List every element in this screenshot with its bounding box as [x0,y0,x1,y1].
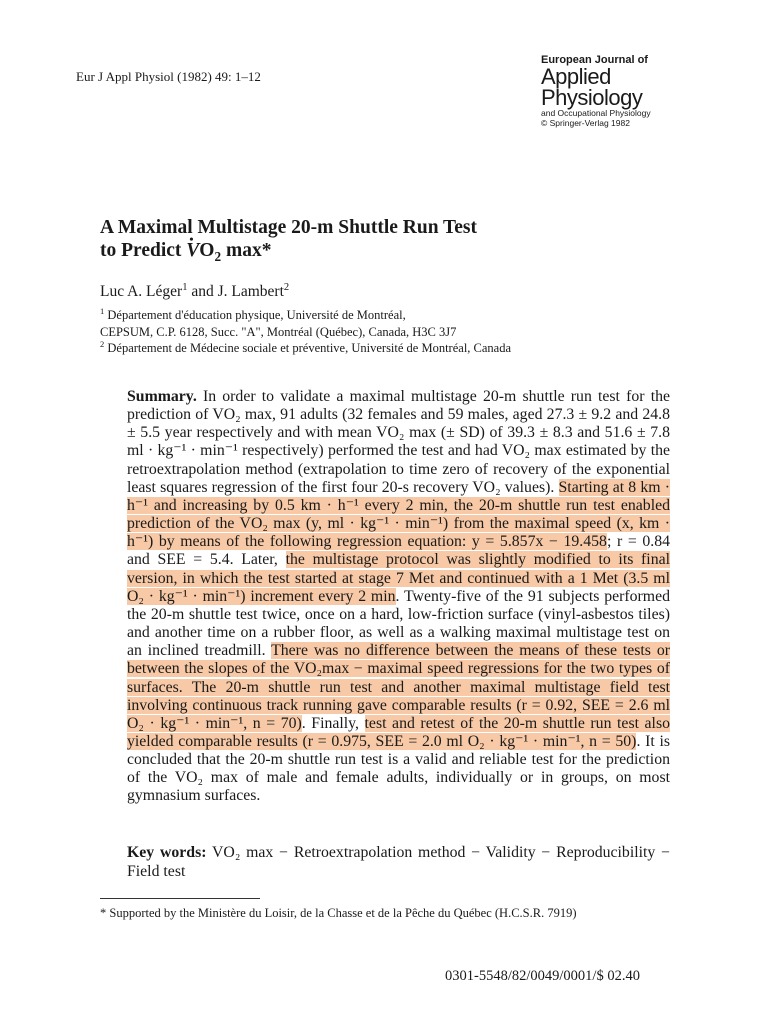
highlight-1: Starting at 8 km · h⁻¹ and increasing by 0.5 km · h⁻¹ every 2 min, the 20-m shuttle run test enabled prediction of the VO₂ max (y, ml · kg⁻¹ · min⁻¹) from the maximal speed (x, km · h⁻¹) by means of the following regression equation: y = 5.857x − 19.458 [127,478,670,551]
title-line1: A Maximal Multistage 20-m Shuttle Run Test [100,217,478,238]
vo2-symbol: VO₂ [501,442,531,460]
vo2-symbol: VO₂ [212,406,241,424]
affiliation-1-address: CEPSUM, C.P. 6128, Succ. "A", Montréal (Québec), Canada, H3C 3J7 [100,324,457,339]
summary-label: Summary. [127,388,197,405]
affiliation-2: $^2$ Département de Médecine sociale et préventive, Université de Montréal, Canada [100,338,512,355]
vo2-symbol: VO₂ [472,478,501,496]
abstract: Summary. In order to validate a maximal multistage 20-m shuttle run test for the prediction of VO₂ max, 91 adults (32 females and 59 males, aged 27.3 ± 9.2 and 24.8 ± 5.5 year respectively and with mean VO₂ max (± SD) of 39.3 ± 8.3 and 51.6 ± 7.8 ml · kg⁻¹ · min⁻¹ respectively) performed the test and had VO₂ max estimated by the retroextrapolation method (extrapolation to time zero of recovery of the exponential least squares regression of the first four 20-s recovery VO₂ values). Starting at 8 km · h⁻¹ and increasing by 0.5 km · h⁻¹ every 2 min, the 20-m shuttle run test enabled prediction of the VO₂ max (y, ml · kg⁻¹ · min⁻¹) from the maximal speed (x, km · h⁻¹) by means of the following regression equation: y = 5.857x − 19.458; r = 0.84 and SEE = 5.4. Later, the multistage protocol was slightly modified to its final version, in which the test started at stage 7 Met and continued with a 1 Met (3.5 ml O₂ · kg⁻¹ · min⁻¹) increment every 2 min. Twenty-five of the 91 subjects performed the 20-m shuttle test twice, once on a hard, low-friction surface (vinyl-asbestos tiles) and another time on a rubber floor, as well as a walking maximal multistage test on an inclined treadmill. There was no difference between the means of these tests or between the slopes of the VO₂max − maximal speed regressions for the two types of surfaces. The 20-m shuttle run test and another maximal multistage field test involving continuous track running gave comparable results (r = 0.92, SEE = 2.6 ml O₂ · kg⁻¹ · min⁻¹, n = 70). Finally, test and retest of the 20-m shuttle run test also yielded comparable results (r = 0.975, SEE = 2.0 ml O₂ · kg⁻¹ · min⁻¹, n = 50). It is concluded that the 20-m shuttle run test is a valid and reliable test for the prediction of the VO₂ max of male and female adults, individually or in groups, on most gymnasium surfaces. [127,388,671,805]
vo2-symbol: VO₂ [174,769,204,787]
footnote-divider [100,898,260,899]
journal-line5: © Springer-Verlag 1982 [541,118,630,128]
vo2-symbol: VO₂ [293,660,323,678]
journal-line1: European Journal of [541,54,648,66]
highlight-3: There was no difference between the means of these tests or between the slopes of the VO₂max − maximal speed regressions for the two types of surfaces. The 20-m shuttle run test and another maximal multistage field test involving continuous track running gave comparable results (r = 0.92, SEE = 2.6 ml O₂ · kg⁻¹ · min⁻¹, n = 70) [127,642,670,732]
keywords: Key words: VO₂ max − Retroextrapolation method − Validity − Reproducibility − Field test [127,844,670,880]
journal-line3: Physiology [541,85,643,110]
highlight-4: test and retest of the 20-m shuttle run test also yielded comparable results (r = 0.975, SEE = 2.0 ml O₂ · kg⁻¹ · min⁻¹, n = 50) [127,714,670,750]
vo2-symbol: VO₂ [239,515,268,533]
citation: Eur J Appl Physiol (1982) 49: 1–12 [76,69,261,84]
title-line2: to Predict • $VO_2$ max* [100,239,660,262]
keywords-label: Key words: [127,844,207,861]
journal-logo [541,55,741,128]
author-1: Luc A. Léger [100,283,183,300]
highlight-2: the multistage protocol was slightly modified to its final version, in which the test started at stage 7 Met and continued with a 1 Met (3.5 ml O₂ · kg⁻¹ · min⁻¹) increment every 2 min [127,551,670,605]
author-2: J. Lambert [217,283,284,300]
footnote: * Supported by the Ministère du Loisir, de la Chasse et de la Pêche du Québec (H.C.S.R. 7919) [100,906,577,920]
vo2-symbol: VO₂ [376,424,405,442]
journal-line2: Applied [541,64,611,89]
affiliations [100,307,700,357]
journal-line4: and Occupational Physiology [541,108,651,118]
authors: Luc A. Léger$^1$ and J. Lambert$^2$ [100,281,290,300]
paper-title [100,216,660,262]
affiliation-1: $^1$ Département d'éducation physique, Université de Montréal, [100,305,406,322]
vo2-symbol: VO₂ [212,844,241,861]
doi-code: 0301-5548/82/0049/0001/$ 02.40 [445,968,640,984]
